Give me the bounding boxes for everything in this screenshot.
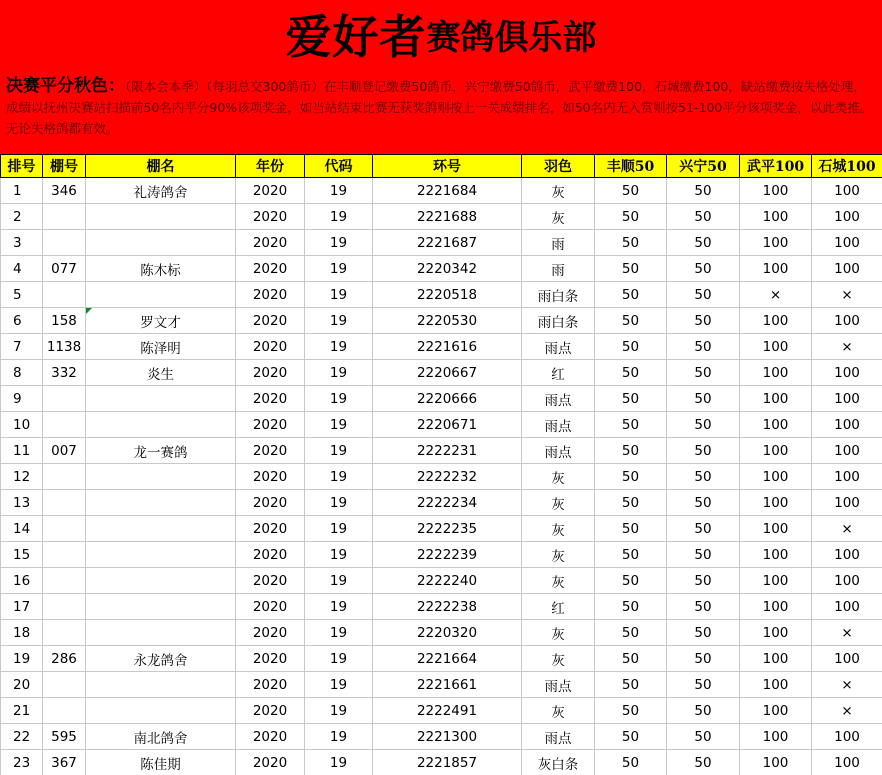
table-cell[interactable]: 19 — [1, 646, 43, 672]
table-cell[interactable]: 100 — [740, 334, 812, 360]
table-row — [1, 438, 882, 464]
table-cell[interactable] — [43, 542, 86, 568]
table-cell[interactable]: 19 — [305, 672, 373, 698]
table-cell[interactable] — [86, 204, 236, 230]
table-cell[interactable]: 100 — [812, 204, 882, 230]
table-row — [1, 568, 882, 594]
table-cell[interactable]: 2221616 — [373, 334, 522, 360]
table-cell[interactable]: 100 — [740, 490, 812, 516]
table-cell[interactable]: 100 — [740, 698, 812, 724]
table-cell[interactable]: 50 — [595, 334, 667, 360]
table-cell[interactable]: 7 — [1, 334, 43, 360]
column-header[interactable]: 武平100 — [740, 155, 812, 178]
table-cell[interactable]: 灰 — [522, 204, 595, 230]
table-cell[interactable]: 50 — [595, 282, 667, 308]
table-cell[interactable]: 100 — [740, 594, 812, 620]
table-cell[interactable]: 22 — [1, 724, 43, 750]
table-cell[interactable]: 100 — [740, 438, 812, 464]
table-cell[interactable]: 2020 — [236, 204, 305, 230]
table-cell[interactable]: 8 — [1, 360, 43, 386]
table-cell[interactable]: 灰 — [522, 464, 595, 490]
table-cell[interactable]: 19 — [305, 386, 373, 412]
table-cell[interactable] — [43, 464, 86, 490]
table-cell[interactable]: 100 — [740, 750, 812, 775]
table-cell[interactable]: 50 — [595, 386, 667, 412]
table-cell[interactable]: 9 — [1, 386, 43, 412]
table-cell[interactable]: 50 — [667, 698, 740, 724]
table-cell[interactable] — [86, 698, 236, 724]
table-cell[interactable]: 332 — [43, 360, 86, 386]
table-cell[interactable]: 50 — [595, 256, 667, 282]
table-cell[interactable]: 2221688 — [373, 204, 522, 230]
table-cell[interactable]: 2020 — [236, 178, 305, 204]
table-cell[interactable]: 50 — [667, 360, 740, 386]
table-cell[interactable]: 100 — [812, 464, 882, 490]
table-cell[interactable]: 50 — [595, 568, 667, 594]
table-cell[interactable]: 50 — [667, 308, 740, 334]
table-cell[interactable]: 罗文才 — [86, 308, 236, 334]
table-cell[interactable]: 5 — [1, 282, 43, 308]
table-cell[interactable]: 100 — [740, 230, 812, 256]
header-row — [1, 155, 882, 178]
table-cell[interactable]: 2221664 — [373, 646, 522, 672]
table-cell[interactable] — [86, 672, 236, 698]
table-cell[interactable]: 50 — [667, 724, 740, 750]
table-cell[interactable]: 2020 — [236, 230, 305, 256]
table-cell[interactable]: × — [812, 334, 882, 360]
table-cell[interactable]: 雨 — [522, 256, 595, 282]
table-cell[interactable]: 2221300 — [373, 724, 522, 750]
table-cell[interactable]: 19 — [305, 308, 373, 334]
table-cell[interactable]: 19 — [305, 464, 373, 490]
table-cell[interactable]: 50 — [667, 204, 740, 230]
table-cell[interactable]: 2020 — [236, 594, 305, 620]
column-header[interactable]: 棚名 — [86, 155, 236, 178]
column-header[interactable]: 石城100 — [812, 155, 882, 178]
table-cell[interactable]: 2222235 — [373, 516, 522, 542]
table-row — [1, 360, 882, 386]
table-cell[interactable] — [86, 230, 236, 256]
table-cell[interactable]: 100 — [740, 386, 812, 412]
table-cell[interactable]: 炎生 — [86, 360, 236, 386]
table-cell[interactable]: 2221687 — [373, 230, 522, 256]
table-cell[interactable]: 雨 — [522, 230, 595, 256]
table-cell[interactable]: 100 — [740, 464, 812, 490]
table-cell[interactable]: 灰 — [522, 568, 595, 594]
table-cell[interactable] — [86, 516, 236, 542]
table-cell[interactable]: 2020 — [236, 672, 305, 698]
table-cell[interactable]: 礼涛鸽舍 — [86, 178, 236, 204]
table-cell[interactable]: 2020 — [236, 282, 305, 308]
table-cell[interactable]: 100 — [812, 386, 882, 412]
table-cell[interactable]: 50 — [595, 750, 667, 775]
table-cell[interactable]: 雨点 — [522, 724, 595, 750]
table-cell[interactable]: 50 — [595, 672, 667, 698]
table-cell[interactable]: 2020 — [236, 542, 305, 568]
table-row — [1, 412, 882, 438]
table-cell[interactable]: 19 — [305, 334, 373, 360]
table-cell[interactable]: 100 — [812, 490, 882, 516]
table-cell[interactable]: 19 — [305, 724, 373, 750]
table-cell[interactable]: 100 — [812, 594, 882, 620]
table-cell[interactable]: 50 — [595, 620, 667, 646]
table-cell[interactable]: 100 — [812, 230, 882, 256]
table-cell[interactable]: 19 — [305, 620, 373, 646]
notice-heading: 决赛平分秋色： — [6, 76, 125, 96]
table-cell[interactable]: 雨点 — [522, 438, 595, 464]
title-main: 爱好者 — [285, 10, 427, 64]
table-cell[interactable]: 595 — [43, 724, 86, 750]
table-cell[interactable]: 50 — [595, 204, 667, 230]
table-row — [1, 490, 882, 516]
table-cell[interactable]: 2220667 — [373, 360, 522, 386]
table-cell[interactable]: 50 — [667, 568, 740, 594]
table-cell[interactable] — [86, 542, 236, 568]
table-cell[interactable]: 6 — [1, 308, 43, 334]
table-cell[interactable]: 2020 — [236, 620, 305, 646]
table-cell[interactable]: 50 — [667, 438, 740, 464]
table-cell[interactable]: 10 — [1, 412, 43, 438]
table-cell[interactable]: 2020 — [236, 516, 305, 542]
table-cell[interactable]: 16 — [1, 568, 43, 594]
table-cell[interactable]: 19 — [305, 360, 373, 386]
table-row — [1, 256, 882, 282]
table-cell[interactable]: 灰 — [522, 698, 595, 724]
table-cell[interactable]: 100 — [812, 308, 882, 334]
table-cell[interactable]: 2222232 — [373, 464, 522, 490]
table-cell[interactable]: 4 — [1, 256, 43, 282]
table-cell[interactable] — [43, 620, 86, 646]
table-cell[interactable]: 50 — [667, 542, 740, 568]
table-cell[interactable]: 2221684 — [373, 178, 522, 204]
table-cell[interactable]: 1 — [1, 178, 43, 204]
table-cell[interactable]: 2020 — [236, 360, 305, 386]
table-cell[interactable]: 灰 — [522, 542, 595, 568]
table-cell[interactable] — [86, 282, 236, 308]
table-row — [1, 672, 882, 698]
table-cell[interactable]: 19 — [305, 438, 373, 464]
table-cell[interactable]: 2020 — [236, 256, 305, 282]
table-cell[interactable]: 19 — [305, 698, 373, 724]
table-cell[interactable] — [43, 672, 86, 698]
column-header[interactable]: 兴宁50 — [667, 155, 740, 178]
table-cell[interactable]: 2221661 — [373, 672, 522, 698]
table-cell[interactable]: 陈木标 — [86, 256, 236, 282]
table-cell[interactable]: 077 — [43, 256, 86, 282]
table-row — [1, 620, 882, 646]
table-cell[interactable]: 19 — [305, 412, 373, 438]
table-cell[interactable]: 19 — [305, 256, 373, 282]
table-cell[interactable] — [43, 230, 86, 256]
table-cell[interactable]: 100 — [740, 412, 812, 438]
table-cell[interactable]: 100 — [740, 308, 812, 334]
table-cell[interactable]: 50 — [667, 334, 740, 360]
table-cell[interactable]: 陈泽明 — [86, 334, 236, 360]
table-cell[interactable]: 100 — [812, 438, 882, 464]
table-cell[interactable] — [43, 386, 86, 412]
table-cell[interactable]: 19 — [305, 490, 373, 516]
table-cell[interactable]: 100 — [740, 724, 812, 750]
table-cell[interactable]: 龙一赛鸽 — [86, 438, 236, 464]
table-cell[interactable]: 灰 — [522, 178, 595, 204]
table-row — [1, 230, 882, 256]
table-cell[interactable]: 100 — [740, 672, 812, 698]
table-cell[interactable]: 灰 — [522, 516, 595, 542]
table-cell[interactable]: 红 — [522, 594, 595, 620]
entry-table — [0, 154, 882, 775]
table-cell[interactable]: 灰白条 — [522, 750, 595, 775]
table-cell[interactable]: 灰 — [522, 620, 595, 646]
table-cell[interactable]: 100 — [812, 724, 882, 750]
table-cell[interactable]: 158 — [43, 308, 86, 334]
table-cell[interactable]: 100 — [740, 646, 812, 672]
table-cell[interactable]: 2222238 — [373, 594, 522, 620]
table-cell[interactable]: 14 — [1, 516, 43, 542]
table-cell[interactable]: 50 — [667, 464, 740, 490]
table-row — [1, 724, 882, 750]
table-row — [1, 334, 882, 360]
table-cell[interactable]: 2020 — [236, 334, 305, 360]
title-banner — [0, 0, 882, 68]
table-cell[interactable]: 50 — [595, 360, 667, 386]
column-header[interactable]: 排号 — [1, 155, 43, 178]
table-cell[interactable]: 50 — [667, 672, 740, 698]
table-cell[interactable]: 100 — [740, 204, 812, 230]
table-cell[interactable]: 346 — [43, 178, 86, 204]
table-cell[interactable]: 50 — [667, 620, 740, 646]
table-cell[interactable]: 灰 — [522, 646, 595, 672]
table-cell[interactable]: 2020 — [236, 750, 305, 775]
table-cell[interactable]: 11 — [1, 438, 43, 464]
table-cell[interactable]: 2020 — [236, 412, 305, 438]
table-cell[interactable]: 50 — [667, 646, 740, 672]
table-cell[interactable]: 2020 — [236, 698, 305, 724]
table-cell[interactable]: 2220671 — [373, 412, 522, 438]
table-cell[interactable] — [43, 412, 86, 438]
table-row — [1, 698, 882, 724]
table-cell[interactable]: 南北鸽舍 — [86, 724, 236, 750]
table-cell[interactable]: 50 — [595, 724, 667, 750]
table-cell[interactable]: 2020 — [236, 490, 305, 516]
table-cell[interactable]: 18 — [1, 620, 43, 646]
table-cell[interactable]: 雨点 — [522, 672, 595, 698]
table-cell[interactable]: 50 — [667, 750, 740, 775]
table-cell[interactable] — [86, 568, 236, 594]
table-cell[interactable]: 286 — [43, 646, 86, 672]
table-cell[interactable]: 2020 — [236, 568, 305, 594]
table-cell[interactable]: 100 — [740, 620, 812, 646]
table-cell[interactable] — [43, 204, 86, 230]
table-cell[interactable]: 2222234 — [373, 490, 522, 516]
table-cell[interactable]: × — [812, 672, 882, 698]
table-cell[interactable]: 2020 — [236, 386, 305, 412]
table-cell[interactable]: 50 — [595, 698, 667, 724]
table-cell[interactable]: 100 — [812, 750, 882, 775]
table-cell[interactable]: 50 — [667, 282, 740, 308]
table-cell[interactable]: × — [812, 282, 882, 308]
table-cell[interactable]: 19 — [305, 646, 373, 672]
table-cell[interactable] — [86, 594, 236, 620]
table-cell[interactable]: 50 — [667, 594, 740, 620]
table-cell[interactable]: 50 — [595, 594, 667, 620]
column-header[interactable]: 年份 — [236, 155, 305, 178]
table-cell[interactable]: 50 — [667, 230, 740, 256]
table-cell[interactable]: 100 — [740, 178, 812, 204]
table-cell[interactable]: 100 — [740, 568, 812, 594]
table-cell[interactable] — [43, 490, 86, 516]
table-cell[interactable]: × — [740, 282, 812, 308]
table-cell[interactable]: 50 — [595, 646, 667, 672]
title-sub: 赛鸽俱乐部 — [426, 17, 597, 58]
table-cell[interactable]: 2020 — [236, 464, 305, 490]
table-cell[interactable]: 19 — [305, 204, 373, 230]
table-cell[interactable]: 2020 — [236, 724, 305, 750]
table-cell[interactable]: 367 — [43, 750, 86, 775]
table-cell[interactable]: 100 — [812, 360, 882, 386]
table-cell[interactable]: 100 — [812, 412, 882, 438]
table-cell[interactable]: 50 — [595, 438, 667, 464]
table-cell[interactable]: 雨白条 — [522, 282, 595, 308]
table-cell[interactable]: 2020 — [236, 646, 305, 672]
table-cell[interactable]: 2221857 — [373, 750, 522, 775]
table-cell[interactable]: 50 — [595, 308, 667, 334]
table-cell[interactable]: 12 — [1, 464, 43, 490]
table-cell[interactable] — [43, 594, 86, 620]
table-row — [1, 750, 882, 775]
table-cell[interactable]: 1138 — [43, 334, 86, 360]
table-cell[interactable]: 50 — [667, 386, 740, 412]
table-cell[interactable]: 红 — [522, 360, 595, 386]
table-cell[interactable]: 2020 — [236, 438, 305, 464]
table-row — [1, 178, 882, 204]
table-cell[interactable]: 2 — [1, 204, 43, 230]
table-cell[interactable]: 17 — [1, 594, 43, 620]
table-cell[interactable]: 19 — [305, 178, 373, 204]
table-cell[interactable]: 雨点 — [522, 386, 595, 412]
table-row — [1, 386, 882, 412]
table-cell[interactable]: 3 — [1, 230, 43, 256]
table-cell[interactable]: 永龙鸽舍 — [86, 646, 236, 672]
table-cell[interactable]: 20 — [1, 672, 43, 698]
table-cell[interactable]: 2222239 — [373, 542, 522, 568]
table-cell[interactable]: 2222231 — [373, 438, 522, 464]
table-cell[interactable]: 100 — [740, 542, 812, 568]
table-cell[interactable]: 50 — [667, 490, 740, 516]
table-row — [1, 282, 882, 308]
table-cell[interactable]: 23 — [1, 750, 43, 775]
table-cell[interactable] — [43, 568, 86, 594]
table-cell[interactable]: 100 — [812, 542, 882, 568]
table-cell[interactable]: 50 — [595, 490, 667, 516]
table-body — [1, 178, 882, 775]
table-cell[interactable] — [43, 516, 86, 542]
table-cell[interactable]: 50 — [595, 542, 667, 568]
table-cell[interactable]: 2222240 — [373, 568, 522, 594]
table-cell[interactable]: 2020 — [236, 308, 305, 334]
column-header[interactable]: 代码 — [305, 155, 373, 178]
table-cell[interactable]: 50 — [595, 412, 667, 438]
rules-notice — [0, 68, 882, 154]
table-cell[interactable] — [43, 698, 86, 724]
column-header[interactable]: 环号 — [373, 155, 522, 178]
comment-marker-icon[interactable] — [86, 308, 92, 314]
table-cell[interactable]: 2220666 — [373, 386, 522, 412]
column-header[interactable]: 丰顺50 — [595, 155, 667, 178]
table-cell[interactable]: 007 — [43, 438, 86, 464]
table-cell[interactable]: 100 — [740, 256, 812, 282]
table-cell[interactable] — [86, 620, 236, 646]
table-row — [1, 594, 882, 620]
table-cell[interactable]: 19 — [305, 568, 373, 594]
table-cell[interactable]: 50 — [595, 178, 667, 204]
table-row — [1, 516, 882, 542]
table-cell[interactable] — [86, 386, 236, 412]
table-row — [1, 464, 882, 490]
table-cell[interactable]: 100 — [812, 178, 882, 204]
table-row — [1, 308, 882, 334]
table-cell[interactable]: 陈佳期 — [86, 750, 236, 775]
table-cell[interactable]: 100 — [812, 568, 882, 594]
table-cell[interactable]: 雨点 — [522, 334, 595, 360]
table-cell[interactable]: 21 — [1, 698, 43, 724]
table-cell[interactable]: 2220530 — [373, 308, 522, 334]
table-cell[interactable]: 2220518 — [373, 282, 522, 308]
table-cell[interactable]: 50 — [595, 516, 667, 542]
table-row — [1, 542, 882, 568]
table-cell[interactable]: 50 — [595, 230, 667, 256]
table-row — [1, 204, 882, 230]
table-cell[interactable] — [86, 490, 236, 516]
table-cell[interactable]: 19 — [305, 750, 373, 775]
table-cell[interactable]: 15 — [1, 542, 43, 568]
table-cell[interactable]: 雨点 — [522, 412, 595, 438]
table-cell[interactable]: 2222491 — [373, 698, 522, 724]
notice-body: （限本会本季）（每羽总交300鸽币）在丰顺登记缴费50鸽币，兴宁缴费50鸽币，武平缴费100，石城缴费100，缺站缴费按失格处理，成绩以抚州决赛站扫描前50名内平分90%该项奖金，如当站结束比赛无获奖鸽则按上一关成绩排名，如50名内无入赏则按51-100平分该项奖金，以此类推。无论失格鸽都有效。 — [6, 79, 873, 136]
table-cell[interactable] — [86, 464, 236, 490]
table-cell[interactable]: 50 — [595, 464, 667, 490]
table-cell[interactable]: × — [812, 698, 882, 724]
table-cell[interactable]: 13 — [1, 490, 43, 516]
table-cell[interactable]: 19 — [305, 230, 373, 256]
column-header[interactable]: 棚号 — [43, 155, 86, 178]
table-cell[interactable]: 2220320 — [373, 620, 522, 646]
table-cell[interactable]: 2220342 — [373, 256, 522, 282]
table-cell[interactable]: 19 — [305, 516, 373, 542]
table-cell[interactable]: 50 — [667, 178, 740, 204]
table-cell[interactable]: 19 — [305, 542, 373, 568]
table-cell[interactable]: 50 — [667, 516, 740, 542]
table-cell[interactable]: 100 — [740, 360, 812, 386]
table-cell[interactable]: 19 — [305, 282, 373, 308]
table-cell[interactable]: 灰 — [522, 490, 595, 516]
table-cell[interactable]: × — [812, 516, 882, 542]
table-cell[interactable] — [43, 282, 86, 308]
table-cell[interactable]: 100 — [812, 256, 882, 282]
table-row — [1, 646, 882, 672]
table-cell[interactable]: 雨白条 — [522, 308, 595, 334]
table-cell[interactable]: 19 — [305, 594, 373, 620]
table-cell[interactable]: 100 — [740, 516, 812, 542]
column-header[interactable]: 羽色 — [522, 155, 595, 178]
table-cell[interactable]: 50 — [667, 256, 740, 282]
table-cell[interactable] — [86, 412, 236, 438]
table-cell[interactable]: 100 — [812, 646, 882, 672]
table-cell[interactable]: 50 — [667, 412, 740, 438]
table-cell[interactable]: × — [812, 620, 882, 646]
